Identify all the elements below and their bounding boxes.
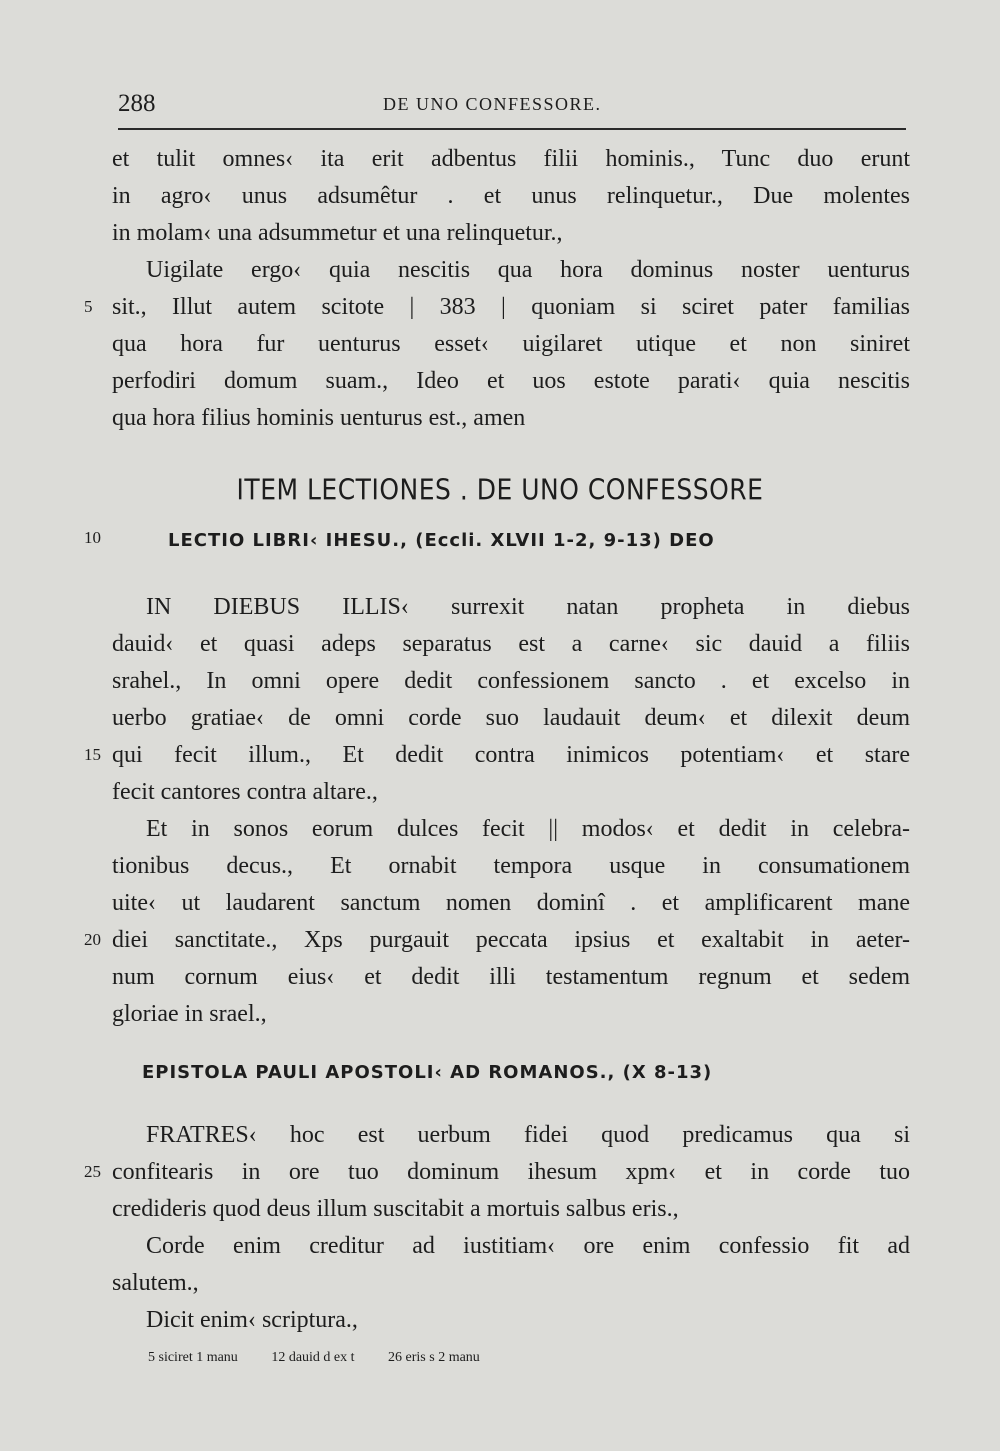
text-line: srahel., In omni opere dedit confessionem sancto . et excelso in bbox=[112, 668, 910, 694]
text-line: salutem., bbox=[112, 1270, 199, 1296]
footnote: 26 eris s 2 manu bbox=[388, 1350, 480, 1365]
text-line: dauid‹ et quasi adeps separatus est a carne‹ sic dauid a filiis bbox=[112, 631, 910, 657]
lection-heading: LECTIO LIBRI‹ IHESU., (Eccli. XLVII 1-2, 9-13) DEO bbox=[168, 530, 715, 551]
text-line: et tulit omnes‹ ita erit adbentus filii hominis., Tunc duo erunt bbox=[112, 146, 910, 172]
page-header bbox=[118, 86, 906, 122]
text-line: diei sanctitate., Xps purgauit peccata ipsius et exaltabit in aeter- bbox=[112, 927, 910, 953]
text-line: in molam‹ una adsummetur et una relinquetur., bbox=[112, 220, 563, 246]
text-line: tionibus decus., Et ornabit tempora usque in consumationem bbox=[112, 853, 910, 879]
text-line: perfodiri domum suam., Ideo et uos estote parati‹ quia nescitis bbox=[112, 368, 910, 394]
text-line: confitearis in ore tuo dominum ihesum xpm‹ et in corde tuo bbox=[112, 1159, 910, 1185]
text-line: FRATRES‹ hoc est uerbum fidei quod predicamus qua si bbox=[146, 1122, 910, 1148]
footnote: 5 siciret 1 manu bbox=[148, 1350, 238, 1365]
footnotes bbox=[148, 1350, 510, 1366]
line-number: 10 bbox=[84, 528, 101, 547]
text-line: qua hora filius hominis uenturus est., amen bbox=[112, 405, 526, 431]
page-number: 288 bbox=[118, 90, 156, 117]
header-rule bbox=[118, 128, 906, 130]
text-line: Uigilate ergo‹ quia nescitis qua hora dominus noster uenturus bbox=[146, 257, 910, 283]
text-line: Et in sonos eorum dulces fecit || modos‹ et dedit in celebra- bbox=[146, 816, 910, 842]
text-line: gloriae in srael., bbox=[112, 1001, 267, 1027]
footnote: 12 dauid d ex t bbox=[271, 1350, 355, 1365]
text-line: qua hora fur uenturus esset‹ uigilaret utique et non siniret bbox=[112, 331, 910, 357]
text-line: Corde enim creditur ad iustitiam‹ ore enim confessio fit ad bbox=[146, 1233, 910, 1259]
text-line: in agro‹ unus adsumêtur . et unus relinquetur., Due molentes bbox=[112, 183, 910, 209]
text-line: fecit cantores contra altare., bbox=[112, 779, 378, 805]
text-line: qui fecit illum., Et dedit contra inimicos potentiam‹ et stare bbox=[112, 742, 910, 768]
text-line: IN DIEBUS ILLIS‹ surrexit natan propheta in diebus bbox=[146, 594, 910, 620]
text-line: credideris quod deus illum suscitabit a mortuis salbus eris., bbox=[112, 1196, 679, 1222]
text-line: uite‹ ut laudarent sanctum nomen dominî . et amplificarent mane bbox=[112, 890, 910, 916]
running-title: DE UNO CONFESSORE. bbox=[383, 94, 602, 114]
text-line: uerbo gratiae‹ de omni corde suo laudauit deum‹ et dilexit deum bbox=[112, 705, 910, 731]
line-number: 15 bbox=[84, 745, 101, 764]
section-heading: ITEM LECTIONES . DE UNO CONFESSORE bbox=[236, 473, 764, 507]
text-line: num cornum eius‹ et dedit illi testamentum regnum et sedem bbox=[112, 964, 910, 990]
epistle-heading: EPISTOLA PAULI APOSTOLI‹ AD ROMANOS., (X 8-13) bbox=[142, 1062, 713, 1083]
text-line: sit., Illut autem scitote | 383 | quoniam si sciret pater familias bbox=[112, 294, 910, 320]
text-line: Dicit enim‹ scriptura., bbox=[146, 1307, 358, 1333]
line-number: 25 bbox=[84, 1162, 101, 1181]
line-number: 5 bbox=[84, 297, 93, 316]
line-number: 20 bbox=[84, 930, 101, 949]
